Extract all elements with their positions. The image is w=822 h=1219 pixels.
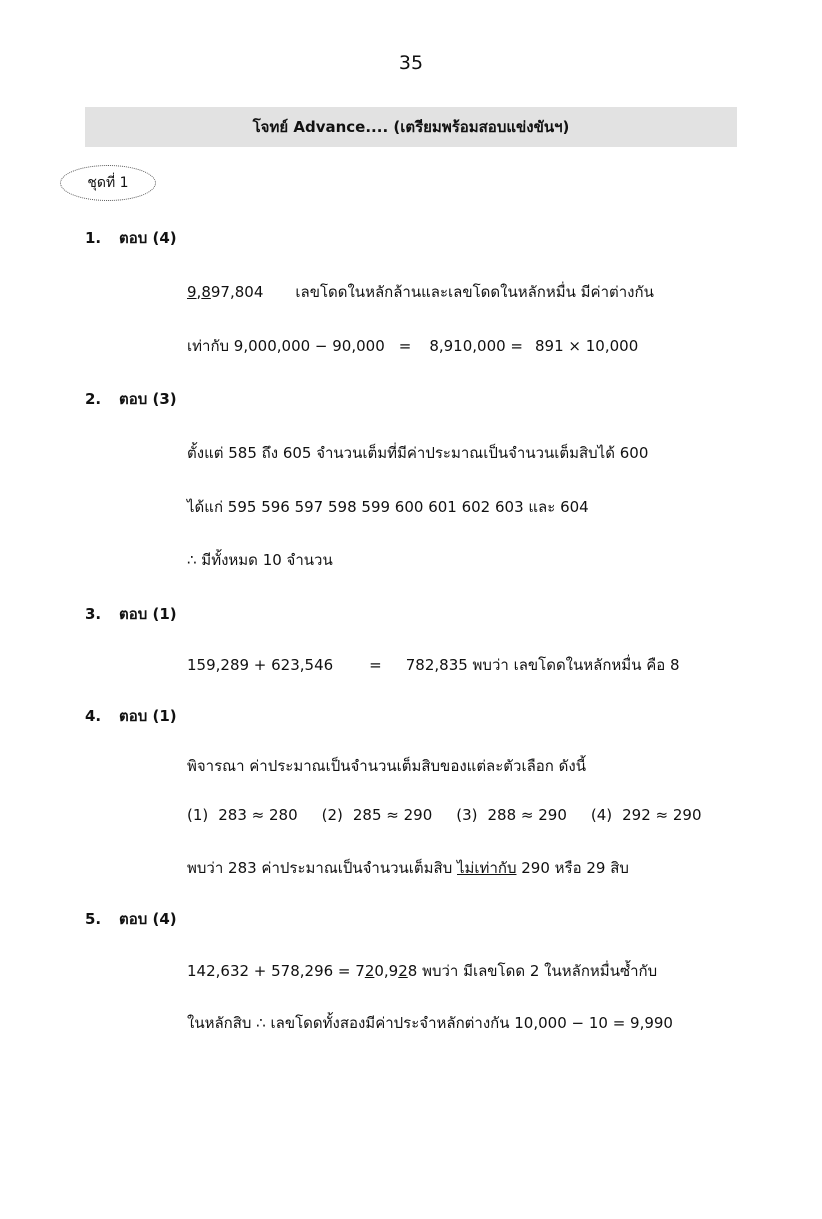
equals-sign: = — [369, 656, 382, 674]
option-text: 288 ≈ 290 — [487, 806, 567, 824]
answer-label: ตอบ (4) — [119, 910, 177, 928]
question-number: 4. — [85, 707, 102, 725]
q5-line-2: ในหลักสิบ ∴ เลขโดดทั้งสองมีค่าประจำหลักต่างกัน 10,000 − 10 = 9,990 — [187, 1014, 673, 1032]
explanation-text: 8 พบว่า มีเลขโดด 2 ในหลักหมื่นซ้ำกับ — [407, 962, 658, 980]
question-number: 2. — [85, 390, 102, 408]
explanation-text: เลขโดดในหลักล้านและเลขโดดในหลักหมื่น มีค่าต่างกัน — [295, 283, 654, 301]
option-text: 292 ≈ 290 — [622, 806, 702, 824]
set-badge-label: ชุดที่ 1 — [87, 175, 129, 191]
q2-line-1: ตั้งแต่ 585 ถึง 605 จำนวนเต็มที่มีค่าประมาณเป็นจำนวนเต็มสิบได้ 600 — [187, 444, 649, 462]
page-number: 35 — [398, 52, 424, 74]
underlined-digit: 8 — [201, 283, 211, 301]
option-label: (1) — [187, 806, 209, 824]
option-label: (4) — [590, 806, 613, 824]
expression: 159,289 + 623,546 — [187, 656, 334, 674]
underlined-text: ไม่เท่ากับ — [457, 859, 517, 877]
expression: 891 × 10,000 — [535, 337, 639, 355]
question-number: 1. — [85, 229, 102, 247]
expression: เท่ากับ 9,000,000 − 90,000 — [187, 337, 385, 355]
q1-line-2 — [187, 334, 638, 358]
digit-separator: , — [196, 283, 202, 301]
option-text: 283 ≈ 280 — [218, 806, 298, 824]
q1-line-1 — [187, 280, 654, 304]
q2-line-3: ∴ มีทั้งหมด 10 จำนวน — [187, 551, 333, 569]
q5-line-1 — [187, 959, 657, 983]
expression: 0,9 — [374, 962, 399, 980]
underlined-digit: 9 — [187, 283, 197, 301]
expression: 142,632 + 578,296 = 7 — [187, 962, 365, 980]
q4-options — [187, 806, 702, 824]
answer-label: ตอบ (4) — [119, 229, 177, 247]
q3-line-1 — [187, 653, 680, 677]
underlined-digit: 2 — [398, 962, 408, 980]
question-5-header — [85, 907, 177, 931]
question-2-header — [85, 387, 177, 411]
underlined-digit: 2 — [364, 962, 375, 980]
question-3-header — [85, 602, 177, 626]
number-rest: 97,804 — [210, 283, 264, 301]
expression: 8,910,000 = — [429, 337, 524, 355]
section-title-bar — [85, 107, 737, 147]
explanation-text: พบว่า 283 ค่าประมาณเป็นจำนวนเต็มสิบ — [187, 859, 453, 877]
option-label: (2) — [321, 806, 343, 824]
question-number: 3. — [85, 605, 102, 623]
section-title: โจทย์ Advance.... (เตรียมพร้อมสอบแข่งขันฯ) — [252, 118, 570, 136]
option-label: (3) — [456, 806, 478, 824]
q4-line-3 — [187, 856, 629, 880]
explanation-text: 290 หรือ 29 สิบ — [521, 859, 629, 877]
question-number: 5. — [85, 910, 102, 928]
answer-label: ตอบ (1) — [119, 707, 177, 725]
q4-line-1: พิจารณา ค่าประมาณเป็นจำนวนเต็มสิบของแต่ละตัวเลือก ดังนี้ — [187, 757, 586, 775]
answer-label: ตอบ (1) — [119, 605, 177, 623]
question-1-header — [85, 226, 177, 250]
q2-line-2: ได้แก่ 595 596 597 598 599 600 601 602 603 และ 604 — [187, 498, 589, 516]
explanation-text: 782,835 พบว่า เลขโดดในหลักหมื่น คือ 8 — [405, 656, 680, 674]
equals-sign: = — [398, 337, 412, 355]
option-text: 285 ≈ 290 — [352, 806, 433, 824]
set-badge — [60, 165, 156, 201]
question-4-header — [85, 704, 177, 728]
answer-label: ตอบ (3) — [119, 390, 177, 408]
